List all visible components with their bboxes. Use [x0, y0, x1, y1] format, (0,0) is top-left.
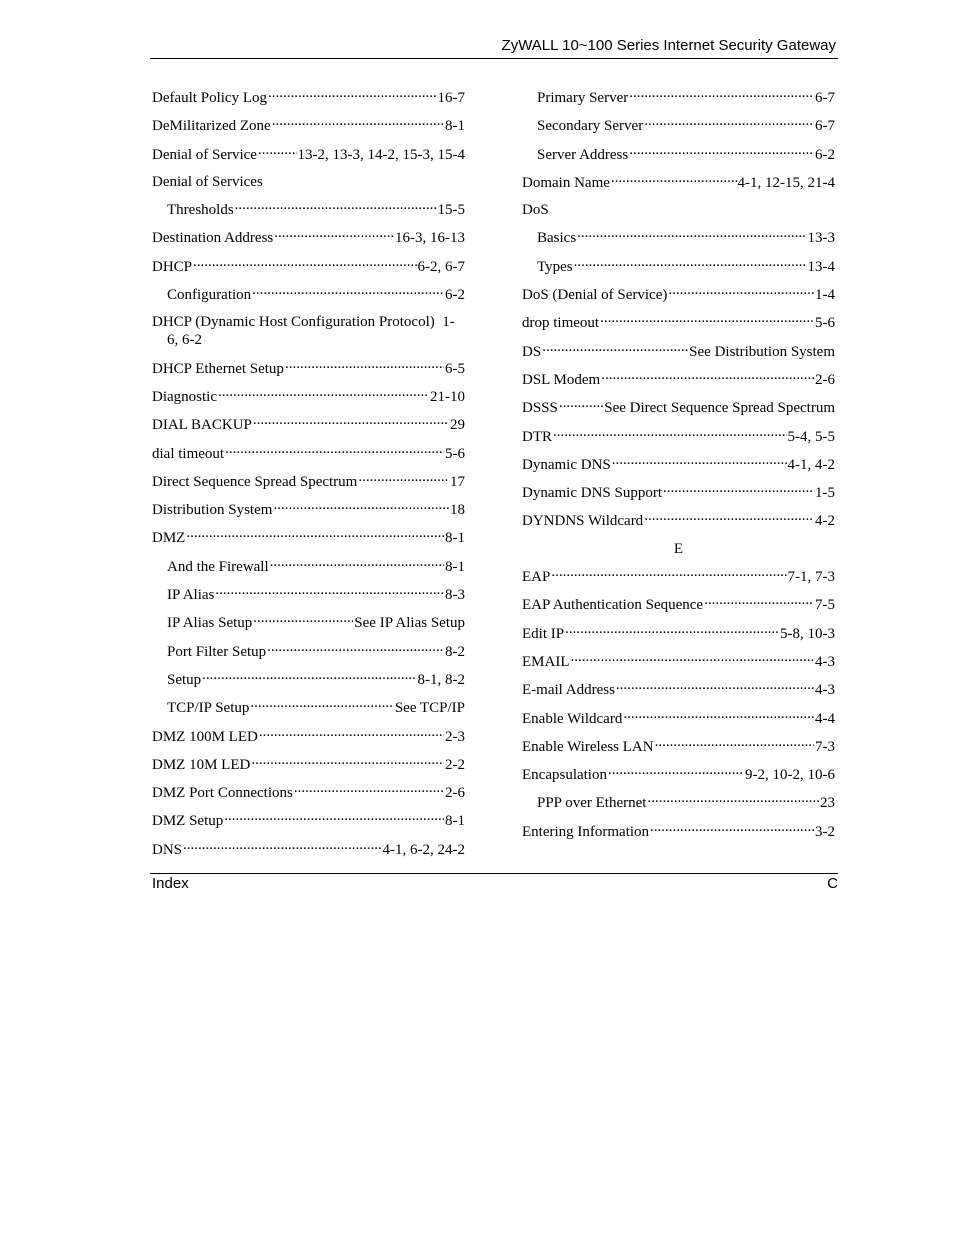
index-entry — [522, 427, 835, 446]
index-term: Denial of Service — [152, 146, 257, 163]
dot-leader — [644, 116, 814, 130]
dot-leader — [663, 483, 814, 497]
index-term: DHCP — [152, 258, 193, 275]
index-entry — [152, 228, 465, 247]
index-column-right — [522, 88, 835, 850]
index-entry — [152, 585, 465, 604]
dot-leader — [571, 652, 815, 666]
index-entry — [152, 359, 465, 378]
dot-leader — [253, 613, 353, 627]
index-entry — [522, 595, 835, 614]
index-term: Enable Wildcard — [522, 710, 623, 727]
index-term: Diagnostic — [152, 388, 217, 405]
index-pages: 6-2 — [815, 146, 835, 163]
index-entry — [522, 201, 835, 219]
index-pages: 2-3 — [445, 728, 465, 745]
index-term: Basics — [537, 230, 577, 247]
index-term: DMZ — [152, 530, 186, 547]
index-pages: 6-7 — [815, 90, 835, 106]
index-entry — [522, 173, 835, 192]
index-entry — [152, 285, 465, 304]
dot-leader — [273, 500, 449, 514]
index-entry — [152, 88, 465, 107]
index-pages: 4-3 — [815, 653, 835, 670]
index-entry — [152, 557, 465, 576]
dot-leader — [215, 585, 444, 599]
index-pages: 1-4 — [815, 287, 835, 304]
index-term: Types — [537, 258, 573, 275]
index-pages: 4-1, 6-2, 24-2 — [382, 841, 465, 858]
index-pages: 7-5 — [815, 597, 835, 614]
index-entry — [152, 755, 465, 774]
index-term: Thresholds — [167, 202, 234, 219]
dot-leader — [647, 793, 819, 807]
index-entry — [152, 642, 465, 661]
index-pages: 23 — [820, 795, 835, 812]
dot-leader — [183, 840, 381, 854]
dot-leader — [268, 88, 437, 102]
index-entry — [522, 709, 835, 728]
index-term: EAP — [522, 569, 551, 586]
dot-leader — [267, 642, 444, 656]
index-entry-line: 6, 6-2 — [167, 332, 202, 349]
dot-leader — [577, 228, 806, 242]
index-pages: See Distribution System — [689, 343, 835, 360]
index-pages: 4-4 — [815, 710, 835, 727]
index-entry — [152, 840, 465, 859]
dot-leader — [224, 811, 444, 825]
index-pages: 8-1 — [445, 558, 465, 575]
index-pages: 3-2 — [815, 823, 835, 840]
dot-leader — [629, 88, 814, 102]
header-rule — [150, 58, 838, 59]
dot-leader — [668, 285, 814, 299]
index-pages: 4-1, 12-15, 21-4 — [737, 174, 835, 191]
dot-leader — [294, 783, 444, 797]
index-pages: 5-6 — [445, 445, 465, 462]
dot-leader — [612, 455, 787, 469]
dot-leader — [629, 145, 814, 159]
index-entry — [522, 483, 835, 502]
index-term: Enable Wireless LAN — [522, 738, 654, 755]
footer-page-letter: C — [827, 875, 838, 892]
index-term: DTR — [522, 428, 552, 445]
index-term: EMAIL — [522, 653, 570, 670]
index-letter-heading — [522, 540, 835, 558]
index-pages: 4-1, 4-2 — [787, 456, 835, 473]
index-entry — [152, 811, 465, 830]
dot-leader — [553, 427, 787, 441]
index-pages: 8-1 — [445, 530, 465, 547]
index-entry — [522, 342, 835, 361]
dot-leader — [565, 624, 779, 638]
index-pages: 1-5 — [815, 485, 835, 502]
index-entry — [522, 793, 835, 812]
index-term: DMZ Setup — [152, 813, 224, 830]
index-entry — [522, 370, 835, 389]
index-entry — [522, 737, 835, 756]
index-pages: 16-7 — [437, 90, 465, 106]
dot-leader — [704, 595, 814, 609]
index-term: Destination Address — [152, 230, 274, 247]
index-term: PPP over Ethernet — [537, 795, 647, 812]
index-entry — [522, 257, 835, 276]
dot-leader — [235, 200, 437, 214]
dot-leader — [551, 567, 786, 581]
page-header-title: ZyWALL 10~100 Series Internet Security Gateway — [501, 37, 836, 54]
index-term: DSL Modem — [522, 371, 601, 388]
index-term: Encapsulation — [522, 767, 607, 784]
dot-leader — [202, 670, 416, 684]
index-entry — [522, 313, 835, 332]
index-term: TCP/IP Setup — [167, 700, 250, 717]
index-term: Primary Server — [537, 90, 629, 106]
index-term: IP Alias Setup — [167, 615, 253, 632]
index-pages: 6-7 — [815, 118, 835, 135]
index-entry — [152, 670, 465, 689]
dot-leader — [274, 228, 394, 242]
index-pages: 8-1 — [445, 813, 465, 830]
dot-leader — [655, 737, 814, 751]
index-term: Dynamic DNS — [522, 456, 611, 473]
index-term: DNS — [152, 841, 183, 858]
index-pages: 16-3, 16-13 — [395, 230, 465, 247]
index-letter: E — [673, 540, 684, 557]
index-term: DoS (Denial of Service) — [522, 287, 668, 304]
index-pages: 7-3 — [815, 738, 835, 755]
index-pages: 4-3 — [815, 682, 835, 699]
index-term: Dynamic DNS Support — [522, 485, 662, 502]
dot-leader — [258, 145, 297, 159]
footer-rule — [150, 873, 838, 874]
index-entry — [522, 145, 835, 164]
index-pages: 6-2, 6-7 — [417, 258, 465, 275]
index-pages: 4-2 — [815, 513, 835, 530]
index-pages: 2-2 — [445, 756, 465, 773]
index-term: Edit IP — [522, 625, 565, 642]
index-entry — [522, 88, 835, 107]
index-entry — [152, 415, 465, 434]
index-entry — [152, 528, 465, 547]
index-entry — [152, 444, 465, 463]
index-entry — [152, 727, 465, 746]
dot-leader — [542, 342, 688, 356]
index-entry — [522, 285, 835, 304]
index-pages: 6-5 — [445, 360, 465, 377]
index-term: Domain Name — [522, 174, 610, 191]
index-term: E-mail Address — [522, 682, 615, 699]
dot-leader — [285, 359, 444, 373]
index-pages: 5-8, 10-3 — [780, 625, 835, 642]
index-entry — [522, 511, 835, 530]
index-pages: 7-1, 7-3 — [787, 569, 835, 586]
dot-leader — [644, 511, 814, 525]
dot-leader — [601, 370, 814, 384]
dot-leader — [186, 528, 444, 542]
index-pages: 13-4 — [807, 258, 835, 275]
index-pages: 8-2 — [445, 643, 465, 660]
index-pages: 8-3 — [445, 587, 465, 604]
index-entry — [522, 228, 835, 247]
index-entry — [522, 624, 835, 643]
dot-leader — [272, 116, 444, 130]
dot-leader — [250, 698, 393, 712]
index-term: DSSS — [522, 400, 558, 417]
index-term: Configuration — [167, 287, 252, 304]
index-entry — [152, 200, 465, 219]
dot-leader — [259, 727, 444, 741]
index-term: DMZ Port Connections — [152, 785, 293, 802]
dot-leader — [608, 765, 744, 779]
index-pages: 29 — [450, 417, 465, 434]
index-term: drop timeout — [522, 315, 600, 332]
index-pages: 2-6 — [815, 371, 835, 388]
index-term: DeMilitarized Zone — [152, 118, 271, 135]
index-entry — [152, 613, 465, 632]
dot-leader — [251, 755, 444, 769]
index-entry — [152, 783, 465, 802]
index-term: DoS — [522, 202, 549, 219]
dot-leader — [616, 680, 814, 694]
index-pages: 5-4, 5-5 — [787, 428, 835, 445]
index-entry — [152, 387, 465, 406]
dot-leader — [253, 415, 449, 429]
footer-section-label: Index — [152, 875, 189, 892]
index-pages: 9-2, 10-2, 10-6 — [745, 767, 835, 784]
index-column-left — [152, 88, 465, 868]
dot-leader — [358, 472, 449, 486]
index-entry — [152, 145, 465, 164]
index-entry — [152, 116, 465, 135]
dot-leader — [193, 257, 416, 271]
dot-leader — [270, 557, 444, 571]
index-term: DMZ 100M LED — [152, 728, 258, 745]
index-entry — [522, 822, 835, 841]
index-term: Setup — [167, 671, 202, 688]
index-pages: See TCP/IP — [394, 700, 465, 717]
index-pages: 8-1, 8-2 — [417, 671, 465, 688]
index-pages: See Direct Sequence Spread Spectrum — [604, 400, 835, 417]
index-entry — [152, 313, 465, 349]
index-entry — [522, 765, 835, 784]
index-entry — [152, 173, 465, 191]
index-term: DMZ 10M LED — [152, 756, 251, 773]
dot-leader — [611, 173, 737, 187]
index-pages: 5-6 — [815, 315, 835, 332]
index-entry — [522, 116, 835, 135]
index-term: DS — [522, 343, 542, 360]
dot-leader — [559, 398, 603, 412]
index-entry — [522, 398, 835, 417]
index-term: Distribution System — [152, 502, 273, 519]
index-term: dial timeout — [152, 445, 225, 462]
dot-leader — [650, 822, 814, 836]
index-entry — [152, 472, 465, 491]
index-term: EAP Authentication Sequence — [522, 597, 704, 614]
index-pages: 8-1 — [445, 118, 465, 135]
index-pages: 6-2 — [445, 287, 465, 304]
index-term: Direct Sequence Spread Spectrum — [152, 473, 358, 490]
index-term: Denial of Services — [152, 173, 263, 190]
index-term: DHCP Ethernet Setup — [152, 360, 284, 377]
index-entry-line: DHCP (Dynamic Host Configuration Protocol) 1- — [152, 314, 455, 331]
index-pages: See IP Alias Setup — [354, 615, 465, 632]
index-pages: 13-2, 13-3, 14-2, 15-3, 15-4 — [297, 146, 465, 163]
index-term: Port Filter Setup — [167, 643, 267, 660]
dot-leader — [574, 257, 807, 271]
index-entry — [522, 455, 835, 474]
index-entry — [152, 698, 465, 717]
index-entry — [152, 257, 465, 276]
index-pages: 13-3 — [807, 230, 835, 247]
index-term: Secondary Server — [537, 118, 644, 135]
dot-leader — [623, 709, 814, 723]
index-pages: 15-5 — [437, 202, 465, 219]
index-term: Server Address — [537, 146, 629, 163]
index-entry — [152, 500, 465, 519]
index-term: IP Alias — [167, 587, 215, 604]
index-term: Entering Information — [522, 823, 650, 840]
dot-leader — [218, 387, 429, 401]
index-entry — [522, 652, 835, 671]
index-entry — [522, 567, 835, 586]
index-entry — [522, 680, 835, 699]
index-term: DYNDNS Wildcard — [522, 513, 644, 530]
index-pages: 21-10 — [430, 388, 465, 405]
index-term: And the Firewall — [167, 558, 269, 575]
index-pages: 18 — [450, 502, 465, 519]
index-term: Default Policy Log — [152, 90, 267, 106]
dot-leader — [225, 444, 444, 458]
index-pages: 17 — [450, 473, 465, 490]
dot-leader — [600, 313, 814, 327]
index-term: DIAL BACKUP — [152, 417, 252, 434]
dot-leader — [252, 285, 444, 299]
index-pages: 2-6 — [445, 785, 465, 802]
